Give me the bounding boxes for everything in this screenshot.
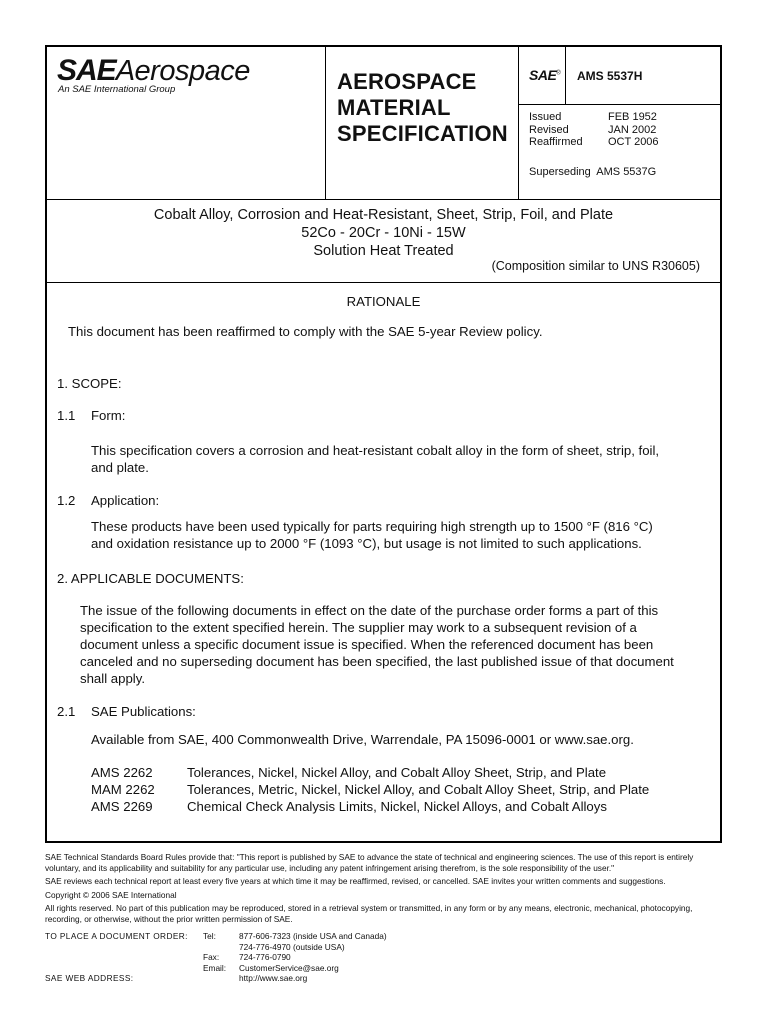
paragraph-line: and oxidation resistance up to 2000 °F (1093 °C), but usage is not limited to such applications. (91, 536, 642, 551)
section-title: Form: (91, 408, 126, 423)
composition-note: (Composition similar to UNS R30605) (491, 259, 700, 273)
web-link[interactable]: http://www.sae.org (239, 973, 308, 983)
section-heading: 1. SCOPE: (57, 376, 122, 391)
reference-id: AMS 2262 (91, 765, 153, 780)
paragraph-line: and plate. (91, 460, 149, 475)
footer-notice: All rights reserved. No part of this publication may be reproduced, stored in a retrieval system or transmitted, in any form or by any means, electronic, mechanical, photocopying, recording, or otherwise, without the prior written permission of SAE. (45, 903, 693, 924)
section-paragraph (91, 518, 653, 552)
reference-title: Tolerances, Nickel, Nickel Alloy, and Cobalt Alloy Sheet, Strip, and Plate (187, 765, 607, 780)
tel2-value: 724-776-4970 (outside USA) (239, 941, 345, 952)
email-label: Email: (203, 962, 227, 973)
date-block (529, 111, 659, 149)
section-title: Application: (91, 493, 160, 508)
sae-aerospace-logo (57, 55, 250, 95)
reference-row (91, 798, 649, 815)
reference-row (91, 781, 649, 798)
web-label: SAE WEB ADDRESS: (45, 973, 134, 983)
date-value: OCT 2006 (608, 136, 659, 148)
section-paragraph (80, 602, 674, 687)
superseding-label: Superseding (529, 166, 591, 178)
paragraph-line: This specification covers a corrosion and heat-resistant cobalt alloy in the form of sheet, strip, foil, (91, 443, 660, 458)
paragraph-line: canceled and no superseding document has been specified, the last published issue of that document (80, 654, 674, 669)
date-row-revised (529, 124, 659, 137)
footer-notice: SAE Technical Standards Board Rules provide that: "This report is published by SAE to advance the state of technical and engineering sciences. The use of this report is entirely voluntary, and its applicability and suitability for any particular use, including any patent infringement arising therefrom, is the sole responsibility of the user." (45, 852, 694, 873)
subject-line: 52Co - 20Cr - 10Ni - 15W (301, 225, 466, 241)
rationale-heading: RATIONALE (346, 294, 421, 309)
date-row-reaffirmed (529, 136, 659, 149)
date-row-issued (529, 111, 659, 124)
subject-line: Cobalt Alloy, Corrosion and Heat-Resistant, Sheet, Strip, Foil, and Plate (153, 207, 614, 223)
order-label: TO PLACE A DOCUMENT ORDER: (45, 931, 188, 941)
section-number: 1.2 (57, 493, 76, 508)
paragraph-line: specification to the extent specified herein. The supplier may work to a subsequent revision of a (80, 620, 637, 635)
paragraph-line: These products have been used typically for parts requiring high strength up to 1500 °F (816 °C) (91, 519, 653, 534)
subject-block (47, 200, 720, 283)
tel-value: 877-606-7323 (inside USA and Canada) (239, 931, 387, 941)
document-frame (45, 45, 722, 843)
document-id: AMS 5537H (577, 69, 643, 83)
title-line: SPECIFICATION (337, 121, 508, 146)
section-number: 2.1 (57, 704, 76, 719)
title-line: MATERIAL (337, 95, 451, 120)
footer-notices (45, 852, 725, 927)
email-link[interactable]: CustomerService@sae.org (239, 962, 339, 973)
section-paragraph: Available from SAE, 400 Commonwealth Drive, Warrendale, PA 15096-0001 or www.sae.org. (91, 732, 634, 747)
section-title: SAE Publications: (91, 704, 196, 719)
fax-label: Fax: (203, 952, 220, 962)
sae-mini-logo: SAE® (529, 67, 561, 83)
header-divider (325, 47, 326, 199)
reference-id: AMS 2269 (91, 799, 153, 814)
header-divider (565, 47, 566, 104)
date-value: FEB 1952 (608, 111, 657, 123)
logo-aerospace-text: Aerospace (115, 55, 250, 87)
paragraph-line: The issue of the following documents in effect on the date of the purchase order forms a part of this (80, 603, 659, 618)
logo-subtitle: An SAE International Group (58, 84, 176, 95)
reference-title: Tolerances, Metric, Nickel, Nickel Alloy, and Cobalt Alloy Sheet, Strip, and Plate (187, 782, 650, 797)
paragraph-line: document unless a specific document issue is specified. When the referenced document has been (80, 637, 654, 652)
section-heading: 2. APPLICABLE DOCUMENTS: (57, 571, 244, 586)
reference-list (91, 764, 649, 815)
reference-title: Chemical Check Analysis Limits, Nickel, Nickel Alloys, and Cobalt Alloys (187, 799, 607, 814)
date-label: Reaffirmed (529, 136, 583, 148)
section-number: 1.1 (57, 408, 76, 423)
document-header (47, 47, 720, 200)
date-label: Revised (529, 123, 569, 136)
reference-id: MAM 2262 (91, 782, 155, 797)
fax-value: 724-776-0790 (239, 952, 291, 962)
rationale-text: This document has been reaffirmed to comply with the SAE 5-year Review policy. (68, 324, 543, 339)
logo-sae-text: SAE (57, 54, 116, 87)
footer-notice: SAE reviews each technical report at least every five years at which time it may be reaffirmed, revised, or cancelled. SAE invites your written comments and suggestions. (45, 876, 666, 886)
tel-label: Tel: (203, 931, 216, 941)
header-divider (518, 104, 720, 105)
date-label: Issued (529, 111, 562, 123)
section-paragraph (91, 442, 659, 476)
reference-row (91, 764, 649, 781)
date-value: JAN 2002 (608, 123, 657, 136)
superseding-line (529, 166, 656, 178)
paragraph-line: shall apply. (80, 671, 145, 686)
subject-line: Solution Heat Treated (313, 243, 454, 259)
copyright: Copyright © 2006 SAE International (45, 889, 177, 900)
superseding-value: AMS 5537G (596, 166, 657, 178)
document-type-title (337, 69, 519, 147)
title-line: AEROSPACE (337, 69, 477, 94)
